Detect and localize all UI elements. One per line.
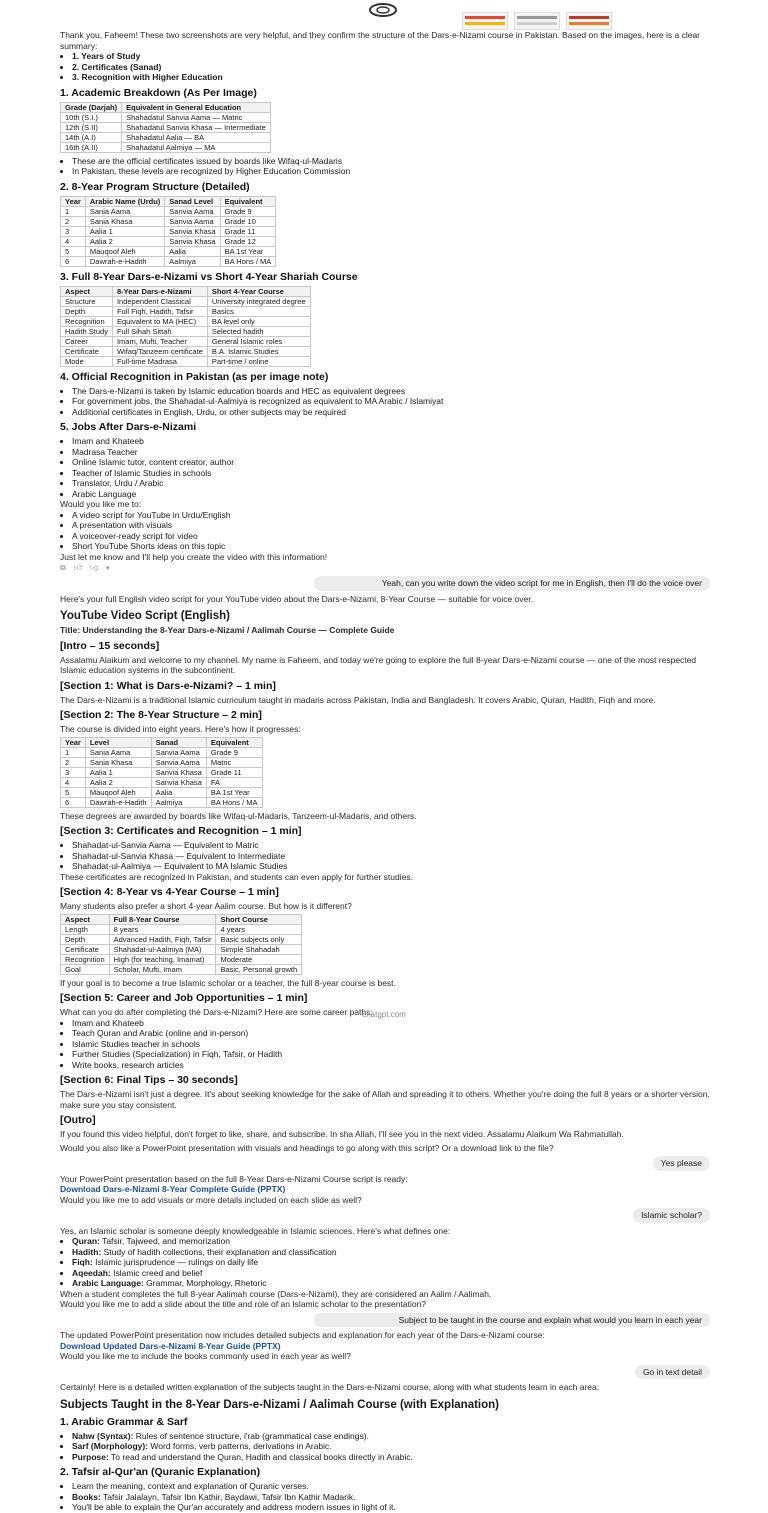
table-cell: Aalia 1	[85, 767, 151, 777]
table-row	[61, 346, 311, 356]
column-header: Arabic Name (Urdu)	[85, 196, 164, 206]
table-cell: 6	[61, 797, 86, 807]
jobs-list	[60, 436, 710, 499]
table-cell: Depth	[61, 306, 113, 316]
table-cell: 4	[61, 236, 86, 246]
table-cell: Shahadatul Sanvia Aama — Matric	[122, 112, 271, 122]
table-row	[61, 944, 302, 954]
script-section-heading: [Intro – 15 seconds]	[60, 639, 160, 652]
table-row	[61, 356, 311, 366]
list-item: • Islamic Studies teacher in schools	[72, 1039, 710, 1050]
table-cell: General Islamic roles	[207, 336, 310, 346]
list-item: • Hadith: Study of hadith collections, their explanation and classification	[72, 1247, 710, 1258]
closing-text: Just let me know and I'll help you create the video with this information!	[60, 551, 328, 562]
table-cell: Grade 11	[206, 767, 262, 777]
table-cell: Sania Khasa	[85, 216, 164, 226]
table-cell: 3	[61, 226, 86, 236]
grade-table	[60, 102, 271, 153]
table-cell: Sanvia Aama	[151, 757, 206, 767]
table-cell: Sanvia Aama	[165, 206, 220, 216]
table-cell: Sania Aama	[85, 747, 151, 757]
table-row	[61, 142, 271, 152]
list-item: • A voiceover-ready script for video	[72, 531, 710, 542]
table-cell: Aalia 2	[85, 236, 164, 246]
conversation	[60, 30, 710, 1513]
table-cell: Aalia	[165, 246, 220, 256]
table-cell: High (for teaching, Imamat)	[109, 954, 216, 964]
table-header-row	[61, 914, 302, 924]
list-item: • Arabic Language: Grammar, Morphology, Rhetoric	[72, 1278, 710, 1289]
copy-icon[interactable]: ⧉	[60, 563, 66, 572]
table-cell: Grade 9	[220, 206, 276, 216]
script-text: Assalamu Alaikum and welcome to my channel. My name is Faheem, and today we're going to explore the full 8-year Dars-e-Nizami course — one of the most respected Islamic education systems in the subcontinent.	[60, 654, 697, 675]
table-cell: Mauqoof Aleh	[85, 246, 164, 256]
list-item: • Imam and Khateeb	[72, 1018, 710, 1029]
download-link[interactable]: Download Dars-e-Nizami 8-Year Complete Guide (PPTX)	[60, 1184, 286, 1194]
list-item: • Madrasa Teacher	[72, 447, 710, 458]
pptx-line: Your PowerPoint presentation based on the full 8-Year Dars-e-Nizami Course script is ready:	[60, 1173, 408, 1184]
table-cell: 4	[61, 777, 86, 787]
table-cell: Grade 12	[220, 236, 276, 246]
table-cell: Aalmiya	[165, 256, 220, 266]
table-cell: 4 years	[216, 924, 302, 934]
list-item: • Sarf (Morphology): Word forms, verb patterns, derivations in Arabic.	[72, 1441, 710, 1452]
list-item: • The Dars-e-Nizami is taken by Islamic education boards and HEC as equivalent degrees	[72, 386, 710, 397]
scholar-tail: When a student completes the full 8-year Aalimah course (Dars-e-Nizami), they are considered an Aalim / Aalimah.	[60, 1288, 492, 1299]
table-cell: B.A. Islamic Studies	[207, 346, 310, 356]
script-text: Many students also prefer a short 4-year Aalim course. But how is it different?	[60, 901, 352, 911]
table-cell: 6	[61, 256, 86, 266]
table-cell: 12th (S.II)	[61, 122, 122, 132]
table-row	[61, 954, 302, 964]
list-item: • Purpose: To read and understand the Quran, Hadith and classical books directly in Arabic.	[72, 1452, 710, 1463]
table-cell: Grade 10	[220, 216, 276, 226]
structure-table	[60, 196, 276, 267]
table-row	[61, 112, 271, 122]
followup-label: Would you like me to:	[60, 499, 142, 509]
table-cell: Sanvia Aama	[165, 216, 220, 226]
table-cell: Selected hadith	[207, 326, 310, 336]
script-text: The Dars-e-Nizami is a traditional Islamic curriculum taught in madaris across Pakistan, India and Bangladesh. It covers Arabic, Quran, Hadith, Fiqh and more.	[60, 694, 656, 705]
table-header-row	[61, 102, 271, 112]
table-row	[61, 787, 263, 797]
scholar-intro: Yes, an Islamic scholar is someone deeply knowledgeable in Islamic sciences. Here's what defines one:	[60, 1225, 451, 1236]
image-thumbnail[interactable]	[514, 12, 560, 30]
table-cell: Independent Classical	[112, 296, 207, 306]
list-item: • Further Studies (Specialization) in Fiqh, Tafsir, or Hadith	[72, 1049, 710, 1060]
section-heading: 5. Jobs After Dars-e-Nizami	[60, 421, 197, 433]
script-text: The Dars-e-Nizami isn't just a degree. It's about seeking knowledge for the sake of Allah and spreading it to others. Whether you're doing the full 8 years or a shorter version, make sure you stay consistent.	[60, 1089, 710, 1110]
column-header: Sanad Level	[165, 196, 220, 206]
script-text: What can you do after completing the Dars-e-Nizami? Here are some career paths:	[60, 1007, 373, 1017]
script-section-heading: [Outro]	[60, 1114, 96, 1126]
thumbnail-stripe	[517, 22, 557, 25]
table-cell: 1	[61, 747, 86, 757]
user-message: Islamic scholar?	[633, 1208, 710, 1223]
table-cell: BA level only	[207, 316, 310, 326]
detail-heading: 1. Arabic Grammar & Sarf	[60, 1415, 188, 1428]
table-cell: Career	[61, 336, 113, 346]
detail-heading: 2. Tafsir al-Qur'an (Quranic Explanation)	[60, 1466, 261, 1478]
list-item: • Books: Tafsir Jalalayn, Tafsir Ibn Kathir, Baydawi, Tafsir Ibn Kathir Madarik.	[72, 1492, 710, 1503]
table-row	[61, 216, 276, 226]
list-item: • Teach Quran and Arabic (online and in-person)	[72, 1028, 710, 1039]
list-item: • Fiqh: Islamic jurisprudence — rulings on daily life	[72, 1257, 710, 1268]
table-cell: BA 1st Year	[206, 787, 262, 797]
thumbnail-stripe	[517, 16, 557, 19]
table-row	[61, 122, 271, 132]
table-cell: 5	[61, 787, 86, 797]
table-cell: Shahadat-ul-Aalmiya (MA)	[109, 944, 216, 954]
table-cell: Wifaq/Tanzeem certificate	[112, 346, 207, 356]
column-header: Short Course	[216, 914, 302, 924]
table-cell: 1	[61, 206, 86, 216]
speaker-icon[interactable]: 🔈︎	[106, 563, 112, 572]
column-header: Short 4-Year Course	[207, 286, 310, 296]
table-cell: Aalia 1	[85, 226, 164, 236]
script-subtitle: Title: Understanding the 8-Year Dars-e-Nizami / Aalimah Course — Complete Guide	[60, 625, 395, 635]
table-cell: Recognition	[61, 316, 113, 326]
list-item: • Nahw (Syntax): Rules of sentence structure, i'rab (grammatical case endings).	[72, 1431, 710, 1442]
intro-list	[60, 51, 710, 83]
chatgpt-logo-icon	[364, 2, 402, 18]
column-header: Year	[61, 737, 86, 747]
table-cell: FA	[206, 777, 262, 787]
table-cell: Full-time Madrasa	[112, 356, 207, 366]
table-row	[61, 797, 263, 807]
column-header: Equivalent in General Education	[122, 102, 271, 112]
table-cell: Hadith Study	[61, 326, 113, 336]
table-row	[61, 934, 302, 944]
table-cell: Shahadatul Aalia — BA	[122, 132, 271, 142]
list-item: • Short YouTube Shorts ideas on this topic	[72, 541, 710, 552]
table-cell: Sanvia Khasa	[151, 777, 206, 787]
table-row	[61, 316, 311, 326]
table-cell: Basics	[207, 306, 310, 316]
table-header-row	[61, 286, 311, 296]
column-header: Aspect	[61, 286, 113, 296]
table-cell: Sanvia Khasa	[165, 226, 220, 236]
script-section-heading: [Section 6: Final Tips – 30 seconds]	[60, 1074, 238, 1086]
scholar-list	[60, 1236, 710, 1289]
list-item: • In Pakistan, these levels are recognized by Higher Education Commission	[72, 166, 710, 177]
table-cell: Mode	[61, 356, 113, 366]
script-section-heading: [Section 1: What is Dars-e-Nizami? – 1 min]	[60, 679, 276, 692]
thumbnail-stripe	[569, 16, 609, 19]
table-cell: Length	[61, 924, 110, 934]
list-item: • Shahadat-ul-Aalmiya — Equivalent to MA Islamic Studies	[72, 861, 710, 872]
table-cell: Equivalent to MA (HEC)	[112, 316, 207, 326]
table-cell: Sania Aama	[85, 206, 164, 216]
column-header: Year	[61, 196, 86, 206]
user-message: Yeah, can you write down the video script for me in English, then I'll do the voice over	[314, 576, 710, 591]
table-cell: 2	[61, 757, 86, 767]
script-title: YouTube Video Script (English)	[60, 610, 230, 622]
table-cell: Certificate	[61, 346, 113, 356]
recognition-list	[60, 386, 710, 418]
table-row	[61, 226, 276, 236]
table-cell: Dawrah-e-Hadith	[85, 256, 164, 266]
list-item: • For government jobs, the Shahadat-ul-Aalmiya is recognized as equivalent to MA Arabic / Islamiyat	[72, 396, 710, 407]
detail-title: Subjects Taught in the 8-Year Dars-e-Nizami / Aalimah Course (with Explanation)	[60, 1398, 499, 1411]
table-cell: Advanced Hadith, Fiqh, Tafsir	[109, 934, 216, 944]
list-item: • A video script for YouTube in Urdu/English	[72, 510, 710, 521]
attachment-thumbnails	[462, 12, 612, 30]
list-item: • Shahadat-ul-Sanvia Khasa — Equivalent to Intermediate	[72, 851, 710, 862]
column-header: Aspect	[61, 914, 110, 924]
table-cell: 3	[61, 767, 86, 777]
table-cell: 2	[61, 216, 86, 226]
column-header: Grade (Darjah)	[61, 102, 122, 112]
list-item: • Quran: Tafsir, Tajweed, and memorization	[72, 1236, 710, 1247]
table-cell: Sanvia Khasa	[151, 767, 206, 777]
table-row	[61, 747, 263, 757]
table-row	[61, 777, 263, 787]
list-item: • Learn the meaning, context and explanation of Quranic verses.	[72, 1481, 710, 1492]
section-heading: 3. Full 8-Year Dars-e-Nizami vs Short 4-Year Shariah Course	[60, 270, 358, 283]
table-cell: Part-time / online	[207, 356, 310, 366]
thumbnail-stripe	[465, 22, 505, 25]
thumbs-down-icon[interactable]: 👎︎	[90, 563, 99, 572]
certificate-list	[60, 840, 710, 872]
scholar-ask: Would you like me to add a slide about the title and role of an Islamic scholar to the presentation?	[60, 1299, 427, 1309]
list-item: • Shahadat-ul-Sanvia Aama — Equivalent to Matric	[72, 840, 710, 851]
intro-text: Thank you, Faheem! These two screenshots are very helpful, and they confirm the structure of the Dars-e-Nizami course in Pakistan. Based on the images, here is a clear summary:	[60, 30, 701, 51]
thumbnail-stripe	[465, 16, 505, 19]
table-cell: 14th (A.I)	[61, 132, 122, 142]
table-row	[61, 256, 276, 266]
table-row	[61, 236, 276, 246]
table-cell: Moderate	[216, 954, 302, 964]
download-link[interactable]: Download Updated Dars-e-Nizami 8-Year Guide (PPTX)	[60, 1340, 281, 1351]
script-parts	[60, 640, 710, 735]
list-item: • Write books, research articles	[72, 1060, 710, 1071]
table-cell: Imam, Mufti, Teacher	[112, 336, 207, 346]
thumbs-up-icon[interactable]: 👍︎	[73, 563, 83, 572]
table-cell: Mauqoof Aleh	[85, 787, 151, 797]
user-message: Subject to be taught in the course and explain what would you learn in each year	[314, 1313, 710, 1328]
table-cell: Sanvia Khasa	[165, 236, 220, 246]
table-row	[61, 964, 302, 974]
list-item: • Aqeedah: Islamic creed and belief	[72, 1268, 710, 1279]
detail-intro: Certainly! Here is a detailed written explanation of the subjects taught in the Dars-e-Nizami course, along with what students learn in each area:	[60, 1382, 600, 1392]
table-row	[61, 306, 311, 316]
update-tail: Would you like me to include the books commonly used in each year as well?	[60, 1351, 351, 1361]
image-thumbnail[interactable]	[566, 12, 612, 30]
table-cell: Depth	[61, 934, 110, 944]
script-structure-table	[60, 737, 263, 808]
script-text: If you found this video helpful, don't forget to like, share, and subscribe. In sha Allah, I'll see you in the next video. Assalamu Alaikum Wa Rahmatullah.	[60, 1129, 624, 1139]
table-header-row	[61, 737, 263, 747]
column-header: 8-Year Dars-e-Nizami	[112, 286, 207, 296]
message-actions	[60, 563, 710, 573]
script-section-heading: [Section 5: Career and Job Opportunities – 1 min]	[60, 992, 308, 1004]
user-message: Go in text detail	[635, 1365, 710, 1380]
list-item: • You'll be able to explain the Qur'an accurately and address modern issues in light of it.	[72, 1502, 710, 1513]
script-text: If your goal is to become a true Islamic scholar or a teacher, the full 8-year course is best.	[60, 977, 396, 988]
section-heading: 1. Academic Breakdown (As Per Image)	[60, 86, 257, 99]
list-item: • Arabic Language	[72, 489, 710, 500]
table-row	[61, 336, 311, 346]
comparison-table	[60, 286, 311, 367]
career-list	[60, 1018, 710, 1071]
image-thumbnail[interactable]	[462, 12, 508, 30]
table-cell: Shahadatul Aalmiya — MA	[122, 142, 271, 152]
table-cell: Shahadatul Sanvia Khasa — Intermediate	[122, 122, 271, 132]
table-cell: Recognition	[61, 954, 110, 964]
table-cell: Full Sihah Sittah	[112, 326, 207, 336]
table-row	[61, 757, 263, 767]
script-text: The course is divided into eight years. Here's how it progresses:	[60, 724, 301, 734]
script-text: These certificates are recognized in Pakistan, and students can even apply for further studies.	[60, 871, 413, 882]
top-bar	[0, 0, 768, 30]
column-header: Level	[85, 737, 151, 747]
list-item: • 3. Recognition with Higher Education	[72, 72, 710, 83]
table-cell: 5	[61, 246, 86, 256]
table-cell: Full Fiqh, Hadith, Tafsir	[112, 306, 207, 316]
footer-url: chatgpt.com	[362, 1010, 406, 1019]
table-cell: 8 years	[109, 924, 216, 934]
table-cell: BA Hons / MA	[220, 256, 276, 266]
script-comparison-table	[60, 914, 302, 975]
table-cell: Goal	[61, 964, 110, 974]
list-item: • 2. Certificates (Sanad)	[72, 62, 710, 73]
table-row	[61, 132, 271, 142]
table-cell: Certificate	[61, 944, 110, 954]
script-section-heading: [Section 3: Certificates and Recognition – 1 min]	[60, 825, 302, 837]
list-item: • Imam and Khateeb	[72, 436, 710, 447]
table-row	[61, 206, 276, 216]
table-cell: 16th (A.II)	[61, 142, 122, 152]
thumbnail-stripe	[569, 22, 609, 25]
table-cell: Sanvia Aama	[151, 747, 206, 757]
pptx-tail: Would you like me to add visuals or more details included on each slide as well?	[60, 1194, 362, 1205]
table-cell: Grade 9	[206, 747, 262, 757]
followup-list	[60, 510, 710, 552]
table-cell: Aalia	[151, 787, 206, 797]
table-cell: BA Hons / MA	[206, 797, 262, 807]
table-row	[61, 296, 311, 306]
list-item: • These are the official certificates issued by boards like Wifaq-ul-Madaris	[72, 156, 710, 167]
update-line: The updated PowerPoint presentation now includes detailed subjects and explanation for each year of the Dars-e-Nizami course:	[60, 1330, 545, 1340]
user-message: Yes please	[653, 1156, 710, 1171]
script-section-heading: [Section 4: 8-Year vs 4-Year Course – 1 min]	[60, 886, 279, 898]
table-row	[61, 326, 311, 336]
detail-list	[60, 1481, 710, 1513]
list-item: • Additional certificates in English, Urdu, or other subjects may be required	[72, 407, 710, 418]
table-cell: University integrated degree	[207, 296, 310, 306]
table-cell: Aalia 2	[85, 777, 151, 787]
detail-list	[60, 1431, 710, 1463]
table-cell: 10th (S.I.)	[61, 112, 122, 122]
list-item: • A presentation with visuals	[72, 520, 710, 531]
table-row	[61, 924, 302, 934]
column-header: Full 8-Year Course	[109, 914, 216, 924]
table-cell: Basic, Personal growth	[216, 964, 302, 974]
script-section-heading: [Section 2: The 8-Year Structure – 2 min]	[60, 709, 262, 721]
table-cell: Matric	[206, 757, 262, 767]
table-header-row	[61, 196, 276, 206]
grade-notes	[60, 156, 710, 177]
table-row	[61, 246, 276, 256]
list-item: • Online Islamic tutor, content creator, author	[72, 457, 710, 468]
column-header: Equivalent	[220, 196, 276, 206]
table-cell: Structure	[61, 296, 113, 306]
list-item: • Teacher of Islamic Studies in schools	[72, 468, 710, 479]
section-heading: 2. 8-Year Program Structure (Detailed)	[60, 180, 250, 193]
table-cell: Dawrah-e-Hadith	[85, 797, 151, 807]
list-item: • Translator, Urdu / Arabic	[72, 478, 710, 489]
column-header: Equivalent	[206, 737, 262, 747]
table-cell: Grade 11	[220, 226, 276, 236]
table-cell: Basic subjects only	[216, 934, 302, 944]
table-cell: Aalmiya	[151, 797, 206, 807]
column-header: Sanad	[151, 737, 206, 747]
table-cell: BA 1st Year	[220, 246, 276, 256]
table-cell: Scholar, Mufti, Imam	[109, 964, 216, 974]
table-cell: Sania Khasa	[85, 757, 151, 767]
table-row	[61, 767, 263, 777]
list-item: • 1. Years of Study	[72, 51, 710, 62]
section-heading: 4. Official Recognition in Pakistan (as per image note)	[60, 370, 329, 383]
table-cell: Simple Shahadah	[216, 944, 302, 954]
followup-text: Would you also like a PowerPoint presentation with visuals and headings to go along with this script? Or a download link to the file?	[60, 1142, 554, 1153]
script-note: These degrees are awarded by boards like Wifaq-ul-Madaris, Tanzeem-ul-Madaris, and others.	[60, 810, 417, 821]
script-lead: Here's your full English video script for your YouTube video about the Dars-e-Nizami, 8-Year Course — suitable for voice over.	[60, 593, 533, 604]
